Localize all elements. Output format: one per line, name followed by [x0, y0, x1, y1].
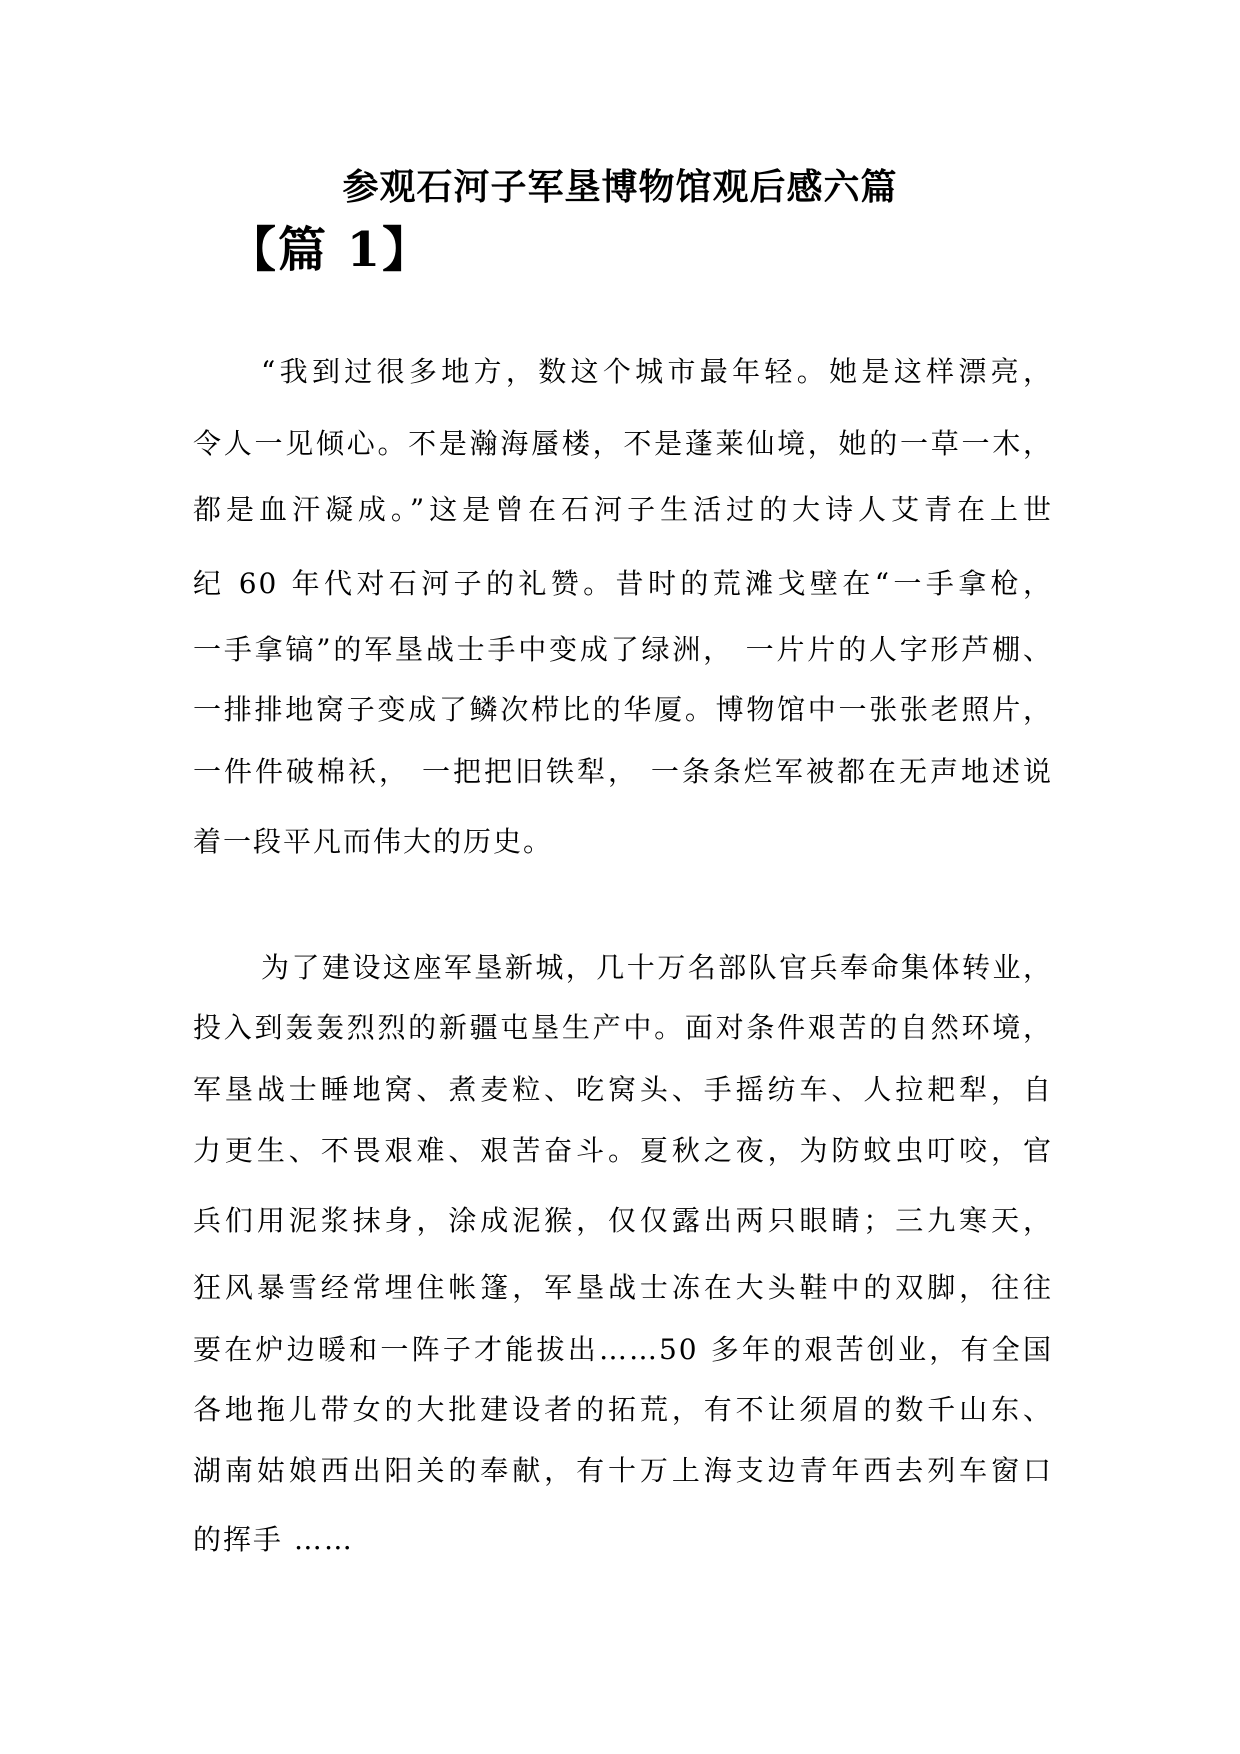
paragraph-line: 力更生、不畏艰难、艰苦奋斗。夏秋之夜，为防蚊虫叮咬，官	[193, 1134, 1053, 1167]
paragraph-line: 纪 60 年代对石河子的礼赞。昔时的荒滩戈壁在“一手拿枪，	[193, 567, 1053, 600]
paragraph-line: 都是血汗凝成。”这是曾在石河子生活过的大诗人艾青在上世	[193, 493, 1053, 526]
paragraph-line: 军垦战士睡地窝、煮麦粒、吃窝头、手摇纺车、人拉耙犁，自	[193, 1073, 1053, 1106]
paragraph-line: 一手拿镐”的军垦战士手中变成了绿洲， 一片片的人字形芦棚、	[193, 633, 1053, 666]
paragraph-line: 着一段平凡而伟大的历史。	[193, 825, 554, 858]
paragraph-line: 的挥手 ……	[193, 1523, 354, 1556]
document-title: 参观石河子军垦博物馆观后感六篇	[342, 166, 898, 208]
paragraph-line: 令人一见倾心。不是瀚海蜃楼，不是蓬莱仙境，她的一草一木，	[193, 427, 1053, 460]
section-heading: 【篇 1】	[228, 222, 433, 278]
paragraph-line: 狂风暴雪经常埋住帐篷，军垦战士冻在大头鞋中的双脚，往往	[193, 1271, 1053, 1304]
paragraph-line: 一件件破棉袄， 一把把旧铁犁， 一条条烂军被都在无声地述说	[193, 755, 1053, 788]
paragraph-line: 兵们用泥浆抹身，涂成泥猴，仅仅露出两只眼睛；三九寒天，	[193, 1204, 1053, 1237]
paragraph-line: 要在炉边暖和一阵子才能拔出……50 多年的艰苦创业，有全国	[193, 1333, 1053, 1366]
paragraph-line: 湖南姑娘西出阳关的奉献，有十万上海支边青年西去列车窗口	[193, 1454, 1053, 1487]
paragraph-line: 为了建设这座军垦新城，几十万名部队官兵奉命集体转业，	[261, 951, 1053, 984]
paragraph-line: “我到过很多地方，数这个城市最年轻。她是这样漂亮，	[261, 355, 1053, 388]
paragraph-line: 投入到轰轰烈烈的新疆屯垦生产中。面对条件艰苦的自然环境，	[193, 1011, 1053, 1044]
paragraph-line: 一排排地窝子变成了鳞次栉比的华厦。博物馆中一张张老照片，	[193, 693, 1053, 726]
paragraph-line: 各地拖儿带女的大批建设者的拓荒，有不让须眉的数千山东、	[193, 1393, 1053, 1426]
